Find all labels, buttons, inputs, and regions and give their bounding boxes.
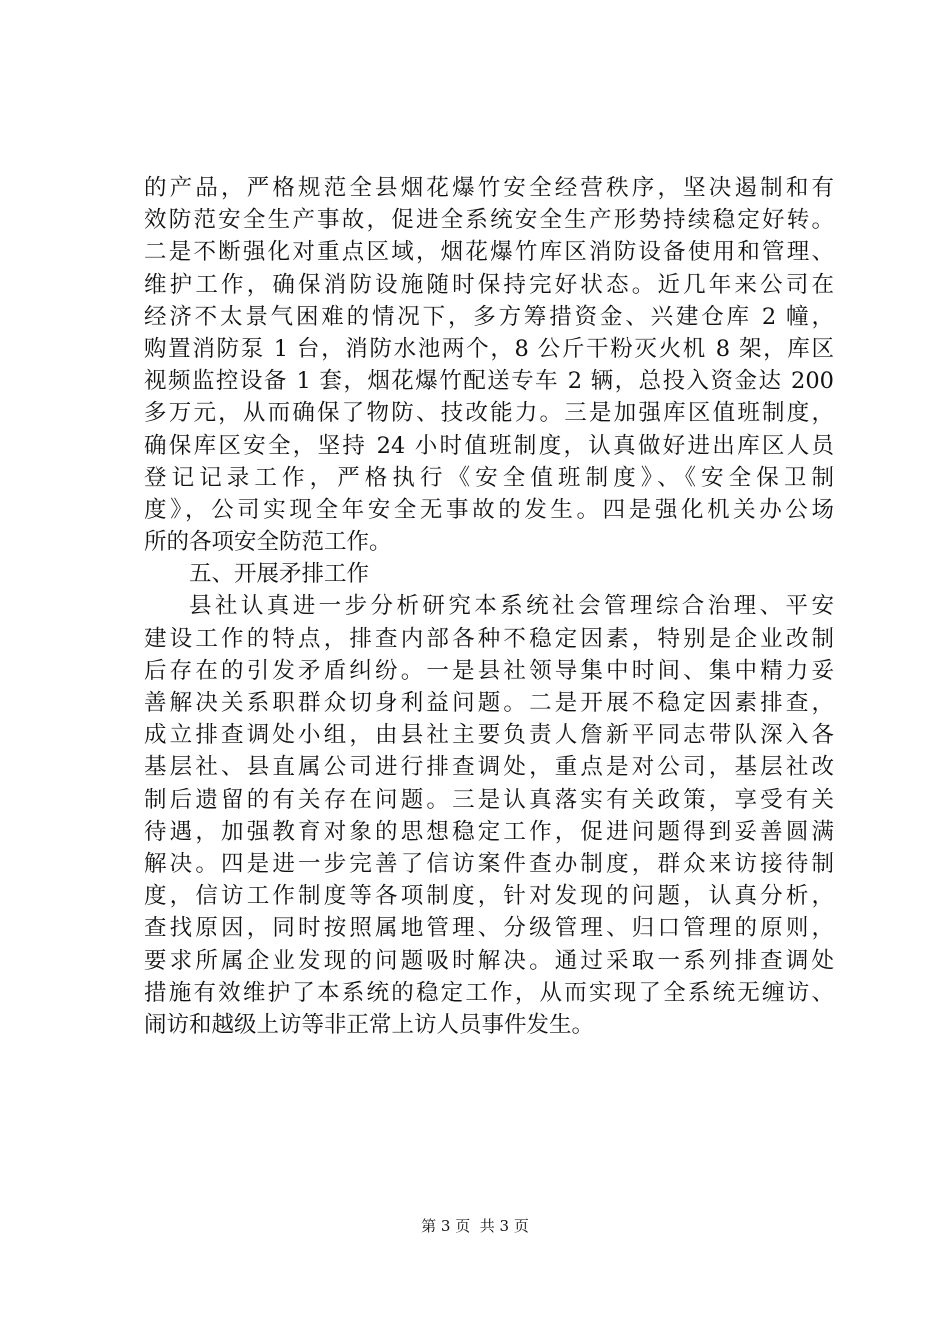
text-line: 要求所属企业发现的问题吸时解决。通过采取一系列排查调处 (144, 947, 834, 974)
text-line: 所的各项安全防范工作。 (144, 529, 392, 556)
text-line: 二是不断强化对重点区域，烟花爆竹库区消防设备使用和管理、 (144, 239, 834, 266)
text-line: 登记记录工作，严格执行《安全值班制度》、《安全保卫制 (144, 464, 834, 491)
text-line: 闹访和越级上访等非正常上访人员事件发生。 (144, 1011, 595, 1038)
page-footer (0, 1216, 950, 1236)
text-line: 措施有效维护了本系统的稳定工作，从而实现了全系统无缠访、 (144, 979, 834, 1006)
text-line: 制后遗留的有关存在问题。三是认真落实有关政策，享受有关 (144, 786, 834, 813)
text-line: 效防范安全生产事故，促进全系统安全生产形势持续稳定好转。 (144, 207, 834, 234)
text-line: 解决。四是进一步完善了信访案件查办制度，群众来访接待制 (144, 850, 834, 877)
text-line: 度，信访工作制度等各项制度，针对发现的问题，认真分析， (144, 883, 834, 910)
text-line: 的产品，严格规范全县烟花爆竹安全经营秩序，坚决遏制和有 (144, 175, 834, 201)
text-line: 县社认真进一步分析研究本系统社会管理综合治理、平安 (189, 593, 834, 620)
text-line: 善解决关系职群众切身利益问题。二是开展不稳定因素排查， (144, 690, 834, 716)
text-line: 基层社、县直属公司进行排查调处，重点是对公司，基层社改 (144, 754, 834, 781)
text-line: 成立排查调处小组，由县社主要负责人詹新平同志带队深入各 (144, 722, 834, 749)
text-line: 购置消防泵 1 台，消防水池两个，8 公斤干粉灭火机 8 架，库区 (144, 335, 834, 362)
text-line: 待遇，加强教育对象的思想稳定工作，促进问题得到妥善圆满 (144, 818, 834, 845)
text-line: 查找原因，同时按照属地管理、分级管理、归口管理的原则， (144, 915, 834, 942)
text-line: 度》，公司实现全年安全无事故的发生。四是强化机关办公场 (144, 496, 834, 523)
page-number-label: 第 3 页 共 3 页 (421, 1217, 529, 1235)
text-line: 建设工作的特点，排查内部各种不稳定因素，特别是企业改制 (144, 625, 834, 652)
text-line: 维护工作，确保消防设施随时保持完好状态。近几年来公司在 (144, 271, 834, 298)
document-body (144, 172, 834, 1041)
text-line: 经济不太景气困难的情况下，多方筹措资金、兴建仓库 2 幢， (144, 303, 834, 330)
text-line: 后存在的引发矛盾纠纷。一是县社领导集中时间、集中精力妥 (144, 657, 834, 684)
text-line: 视频监控设备 1 套，烟花爆竹配送专车 2 辆，总投入资金达 200 (144, 368, 834, 395)
text-line: 确保库区安全，坚持 24 小时值班制度，认真做好进出库区人员 (144, 432, 834, 459)
text-line: 五、开展矛排工作 (189, 561, 370, 588)
text-line: 多万元，从而确保了物防、技改能力。三是加强库区值班制度， (144, 400, 834, 427)
